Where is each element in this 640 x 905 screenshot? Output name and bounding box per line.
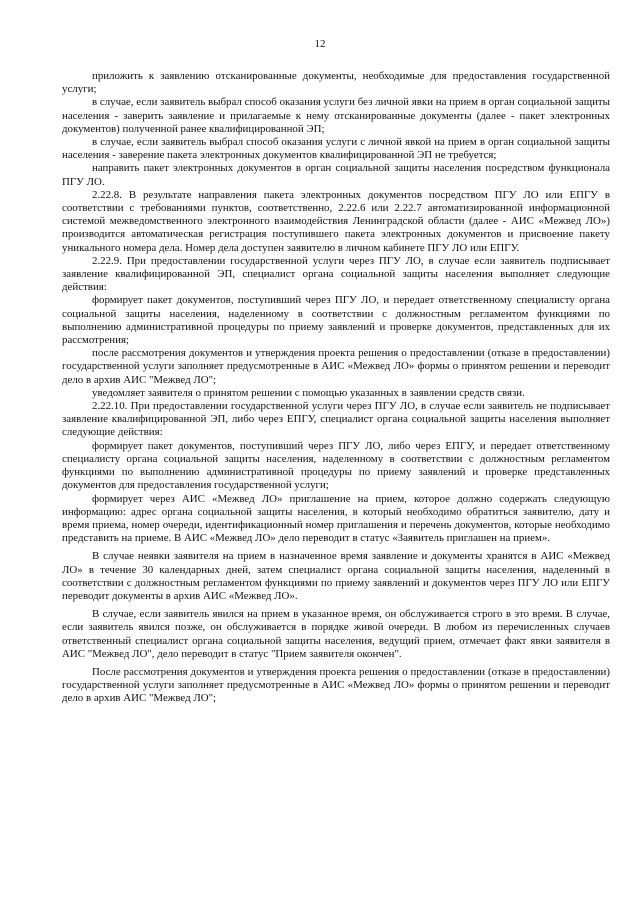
paragraph: формирует пакет документов, поступивший через ПГУ ЛО, и передает ответственному специалисту органа социальной защиты населения, наделенному в соответствии с должностным регламентом функциями по выполнению административной процедуры по приему заявлений и проверке документов, представленных для их рассмотрения; xyxy=(62,294,610,347)
paragraph: приложить к заявлению отсканированные документы, необходимые для предоставления государственной услуги; xyxy=(62,70,610,96)
paragraph: После рассмотрения документов и утверждения проекта решения о предоставлении (отказе в предоставлении) государственной услуги заполняет предусмотренные в АИС «Межвед ЛО» формы о принятом решении и переводит дело в архив АИС "Межвед ЛО"; xyxy=(62,665,610,705)
paragraph: формирует пакет документов, поступивший через ПГУ ЛО, либо через ЕПГУ, и передает ответственному специалисту органа социальной защиты населения, наделенному в соответствии с должностным регламентом функциями по выполнению административной процедуры по приему заявлений и проверке представленных документов для предоставления государственной услуги; xyxy=(62,439,610,492)
paragraph: после рассмотрения документов и утверждения проекта решения о предоставлении (отказе в предоставлении) государственной услуги заполняет предусмотренные в АИС «Межвед ЛО» формы о принятом решении и переводит дело в архив АИС "Межвед ЛО"; xyxy=(62,347,610,386)
document-body xyxy=(62,70,610,706)
paragraph: в случае, если заявитель выбрал способ оказания услуги с личной явкой на прием в орган социальной защиты населения - заверение пакета электронных документов квалифицированной ЭП не требуется; xyxy=(62,136,610,162)
paragraph: направить пакет электронных документов в орган социальной защиты населения посредством функционала ПГУ ЛО. xyxy=(62,162,610,188)
paragraph: 2.22.8. В результате направления пакета электронных документов посредством ПГУ ЛО или ЕПГУ в соответствии с требованиями пунктов, соответственно, 2.22.6 или 2.22.7 автоматизированной информационной системой межведомственного электронного взаимодействия Ленинградской области (далее - АИС «Межвед ЛО») производится автоматическая регистрация поступившего пакета электронных документов и присвоение пакету уникального номера дела. Номер дела доступен заявителю в личном кабинете ПГУ ЛО или ЕПГУ. xyxy=(62,188,610,254)
paragraph: В случае неявки заявителя на прием в назначенное время заявление и документы хранятся в АИС «Межвед ЛО» в течение 30 календарных дней, затем специалист органа социальной защиты населения, наделенный в соответствии с должностным регламентом функциями по приему заявлений и документов через ПГУ ЛО или ЕПГУ переводит документы в архив АИС «Межвед ЛО». xyxy=(62,550,610,602)
paragraph: В случае, если заявитель явился на прием в указанное время, он обслуживается строго в это время. В случае, если заявитель явился позже, он обслуживается в порядке живой очереди. В любом из перечисленных случаев ответственный специалист органа социальной защиты населения, ведущий прием, отмечает факт явки заявителя в АИС "Межвед ЛО", дело переводит в статус "Прием заявителя окончен". xyxy=(62,608,610,660)
paragraph: 2.22.10. При предоставлении государственной услуги через ПГУ ЛО, в случае если заявитель не подписывает заявление квалифицированной ЭП, либо через ЕПГУ, специалист органа социальной защиты населения выполняет следующие действия: xyxy=(62,400,610,439)
page-number: 12 xyxy=(314,38,326,50)
paragraph: формирует через АИС «Межвед ЛО» приглашение на прием, которое должно содержать следующую информацию: адрес органа социальной защиты населения, в который необходимо обратиться заявителю, дату и время приема, номер очереди, идентификационный номер приглашения и перечень документов, которые необходимо представить на приеме. В АИС «Межвед ЛО» дело переводит в статус «Заявитель приглашен на прием». xyxy=(62,492,610,545)
paragraph: в случае, если заявитель выбрал способ оказания услуги без личной явки на прием в орган социальной защиты населения - заверить заявление и прилагаемые к нему отсканированные документы (далее - пакет электронных документов) полученной ранее квалифицированной ЭП; xyxy=(62,96,610,135)
paragraph: уведомляет заявителя о принятом решении с помощью указанных в заявлении средств связи. xyxy=(92,386,525,399)
paragraph: 2.22.9. При предоставлении государственной услуги через ПГУ ЛО, в случае если заявитель подписывает заявление квалифицированной ЭП, специалист органа социальной защиты населения выполняет следующие действия: xyxy=(62,254,610,294)
